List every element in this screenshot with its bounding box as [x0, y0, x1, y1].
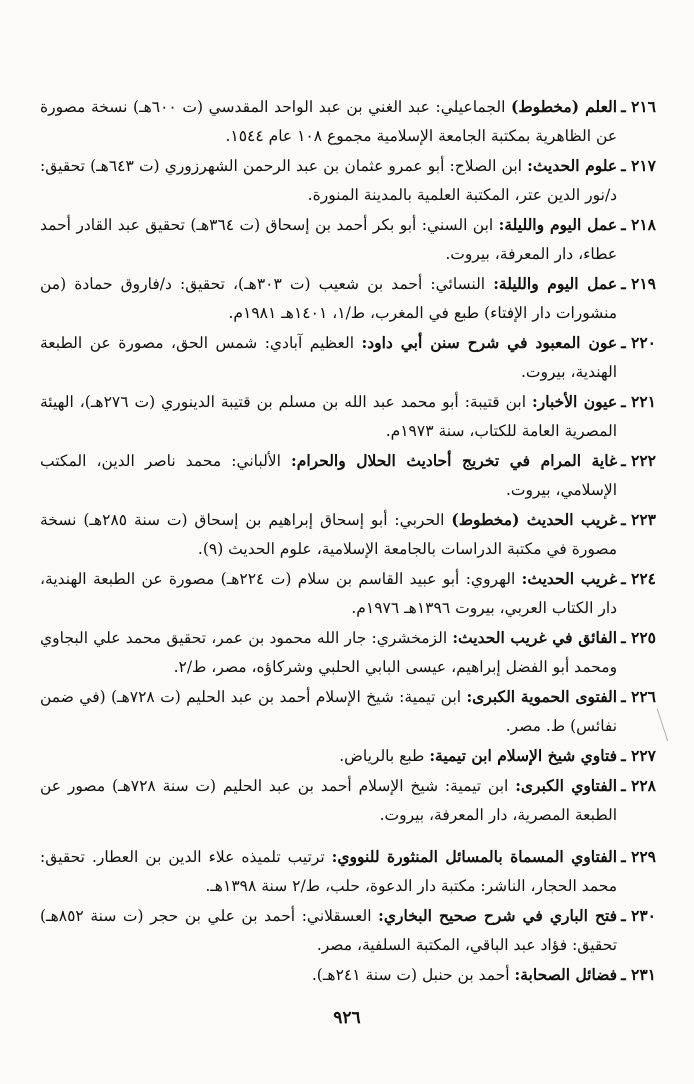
entry-text: ابن الصلاح: أبو عمرو عثمان بن عبد الرحمن الشهرزوري (ت ٦٤٣هـ) تحقيق: د/نور الدين عتر، المكتبة العلمية بالمدينة المنورة. — [40, 157, 618, 204]
entry-title: علوم الحديث: — [527, 156, 618, 175]
bibliography-entry — [40, 210, 656, 269]
entry-body — [40, 387, 617, 446]
entry-title: غاية المرام في تخريج أحاديث الحلال والحرام: — [291, 451, 618, 470]
entry-title: الفتاوي المسماة بالمسائل المنثورة للنووي: — [331, 847, 618, 866]
bibliography-entry — [40, 564, 656, 623]
entry-text: العسقلاني: أحمد بن علي بن حجر (ت سنة ٨٥٢هـ) تحقيق: فؤاد عبد الباقي، المكتبة السلفية، مصر. — [40, 907, 618, 954]
entry-text: طبع بالرياض. — [339, 747, 430, 765]
entry-body — [40, 505, 617, 564]
bibliography-entry — [40, 741, 656, 771]
entry-text: العظيم آبادي: شمس الحق، مصورة عن الطبعة الهندية، بيروت. — [40, 334, 618, 381]
entry-body — [40, 623, 617, 682]
entry-body — [40, 901, 617, 960]
entry-text: ابن السني: أبو بكر أحمد بن إسحاق (ت ٣٦٤هـ) تحقيق عبد القادر أحمد عطاء، دار المعرفة، بيروت. — [40, 216, 618, 263]
bibliography-entry — [40, 328, 656, 387]
entry-body — [40, 446, 617, 505]
entry-text: الهروي: أبو عبيد القاسم بن سلام (ت ٢٢٤هـ) مصورة عن الطبعة الهندية، دار الكتاب العربي، بيروت ١٣٩٦هـ ١٩٧٦م. — [40, 570, 618, 617]
entry-text: أحمد بن حنبل (ت سنة ٢٤١هـ). — [311, 966, 515, 984]
entry-number: ٢٢٤ ـ — [621, 569, 656, 588]
entry-body — [40, 92, 617, 151]
entry-title: عيون الأخبار: — [532, 392, 618, 411]
entry-text: الألباني: محمد ناصر الدين، المكتب الإسلامي، بيروت. — [40, 452, 618, 499]
bibliography-entry — [40, 387, 656, 446]
entry-number: ٢٢٥ ـ — [621, 628, 656, 647]
entry-text: الحربي: أبو إسحاق إبراهيم بن إسحاق (ت سنة ٢٨٥هـ) نسخة مصورة في مكتبة الدراسات بالجامعة الإسلامية، علوم الحديث (٩). — [40, 511, 618, 558]
entry-title: الفائق في غريب الحديث: — [452, 628, 618, 647]
entry-text: النسائي: أحمد بن شعيب (ت ٣٠٣هـ)، تحقيق: د/فاروق حمادة (من منشورات دار الإفتاء) طبع في المغرب، ط/١، ١٤٠١هـ ١٩٨١م. — [40, 275, 618, 322]
bibliography-list — [40, 92, 656, 990]
entry-body — [40, 151, 617, 210]
entry-number: ٢٢٠ ـ — [621, 333, 656, 352]
entry-number: ٢٢٧ ـ — [621, 746, 656, 765]
entry-title: عمل اليوم والليلة: — [493, 274, 618, 293]
entry-number: ٢٢١ ـ — [621, 392, 656, 411]
entry-text: ابن قتيبة: أبو محمد عبد الله بن مسلم بن قتيبة الدينوري (ت ٢٧٦هـ)، الهيئة المصرية العامة للكتاب، سنة ١٩٧٣م. — [40, 393, 618, 440]
page-number: ٩٢٦ — [333, 1008, 361, 1028]
entry-number: ٢١٩ ـ — [621, 274, 656, 293]
bibliography-entry — [40, 623, 656, 682]
entry-text: الجماعيلي: عبد الغني بن عبد الواحد المقدسي (ت ٦٠٠هـ) نسخة مصورة عن الظاهرية بمكتبة الجامعة الإسلامية مجموع ١٠٨ عام ١٥٤٤. — [40, 98, 618, 145]
entry-body — [40, 842, 617, 901]
entry-title: فتاوي شيخ الإسلام ابن تيمية: — [429, 746, 618, 765]
entry-number: ٢٢٩ ـ — [621, 847, 656, 866]
entry-text: ابن تيمية: شيخ الإسلام أحمد بن عبد الحليم (ت ٧٢٨هـ) (في ضمن نفائس) ط. مصر. — [40, 688, 618, 735]
entry-text: ترتيب تلميذه علاء الدين بن العطار. تحقيق: محمد الحجار، الناشر: مكتبة دار الدعوة، حلب، ط/٢ سنة ١٣٩٨هـ. — [40, 848, 618, 895]
entry-title: العلم (مخطوط) — [511, 97, 618, 116]
entry-body — [40, 771, 617, 830]
entry-title: الفتوى الحموية الكبرى: — [466, 687, 618, 706]
entry-title: غريب الحديث (مخطوط) — [451, 510, 618, 529]
bibliography-entry — [40, 92, 656, 151]
entry-text: ابن تيمية: شيخ الإسلام أحمد بن عبد الحليم (ت سنة ٧٢٨هـ) مصور عن الطبعة المصرية، دار المعرفة، بيروت. — [40, 777, 618, 824]
entry-title: عمل اليوم والليلة: — [498, 215, 618, 234]
entry-number: ٢١٧ ـ — [621, 156, 656, 175]
entry-number: ٢٢٢ ـ — [621, 451, 656, 470]
bibliography-entry — [40, 446, 656, 505]
entry-number: ٢٢٣ ـ — [621, 510, 656, 529]
entry-number: ٢٣٠ ـ — [621, 906, 656, 925]
entry-number: ٢٢٦ ـ — [621, 687, 656, 706]
entry-number: ٢٢٨ ـ — [621, 776, 656, 795]
entry-title: الفتاوي الكبرى: — [515, 776, 618, 795]
bibliography-entry — [40, 960, 656, 990]
entry-body — [40, 269, 617, 328]
bibliography-entry — [40, 269, 656, 328]
margin-mark — [657, 709, 668, 742]
entry-number: ٢١٦ ـ — [621, 97, 656, 116]
entry-body — [40, 682, 617, 741]
bibliography-entry — [40, 505, 656, 564]
bibliography-entry — [40, 842, 656, 901]
entry-body — [40, 741, 617, 771]
bibliography-entry — [40, 682, 656, 741]
bibliography-entry — [40, 901, 656, 960]
entry-title: فتح الباري في شرح صحيح البخاري: — [378, 906, 618, 925]
entry-title: فضائل الصحابة: — [514, 965, 618, 984]
entry-text: الزمخشري: جار الله محمود بن عمر، تحقيق محمد علي البجاوي ومحمد أبو الفضل إبراهيم، عيسى البابي الحلبي وشركاؤه، مصر، ط/٢. — [40, 629, 618, 676]
entry-title: غريب الحديث: — [521, 569, 618, 588]
entry-body — [40, 210, 617, 269]
entry-title: عون المعبود في شرح سنن أبي داود: — [361, 333, 618, 352]
entry-number: ٢١٨ ـ — [621, 215, 656, 234]
bibliography-entry — [40, 771, 656, 830]
entry-number: ٢٣١ ـ — [621, 965, 656, 984]
entry-body — [40, 328, 617, 387]
entry-body — [40, 960, 617, 990]
entry-body — [40, 564, 617, 623]
bibliography-entry — [40, 151, 656, 210]
